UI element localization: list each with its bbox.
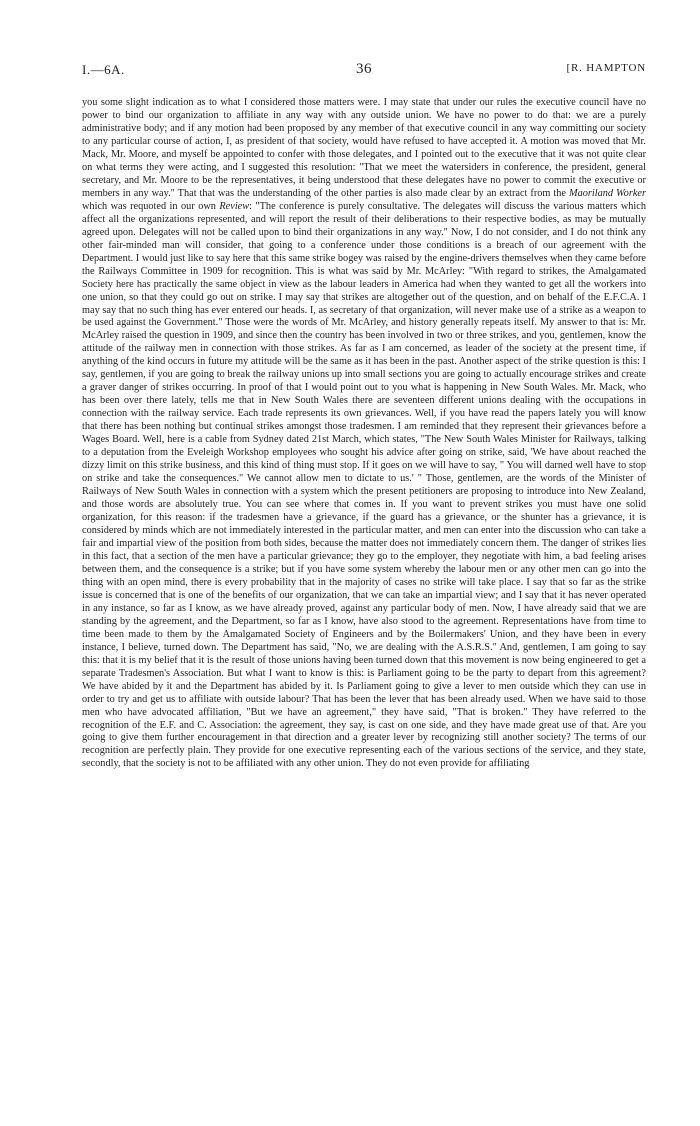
report-reference: I.—6A.	[82, 62, 125, 77]
text-run: : "The conference is purely consultative. The delegates will discuss the various matters which affect all the organizations represented, and will report the result of their deliberations to their respective bodies, as may be mutually agreed upon. Delegates will not be called upon to bind their organizations in any way." Now, I do not consider, and I do not think any other fair-minded man will consider, that going to a conference under those conditions is a breach of our agreement with the Department. I would just like to say here that this same strike bogey was raised by the engine-drivers themselves when they came before the Railways Committee in 1909 for recognition. This is what was said by Mr. McArley: "With regard to strikes, the Amalgamated Society here has practically the same object in view as the labour leaders in America had when they wanted to get all the workers into one union, so that they could go out on strike. I may say that strikes are altogether out of the question, and on behalf of the E.F.C.A. I may say that no such thing has ever entered our heads. I, as secretary of that organization, will never make use of a strike as a weapon to be used against the Government." Those were the words of Mr. McArley, and history generally repeats itself. My answer to that is: Mr. McArley raised the question in 1909, and since then the country has been involved in two or three strikes, and you, gentlemen, know the attitude of the railway men in connection with those strikes. As far as I am concerned, as leader of the society at the present time, if anything of the kind occurs in future my attitude will be the same as it has been in the past. Another aspect of the strike question is this: I say, gentlemen, if you are going to break the railway unions up into small sections you are going to actually encourage strikes and create a graver danger of strikes occurring. In proof of that I would point out to you what is happening in New South Wales. Mr. Mack, who has been over there lately, tells me that in New South Wales there are seventeen different unions dealing with the occupations in connection with the railway service. Each trade represents its own grievances. Well, if you have read the papers lately you will know that there has been nothing but continual strikes amongst those tradesmen. I am reminded that they represent their grievances before a Wages Board. Well, here is a cable from Sydney dated 21st March, which states, "The New South Wales Minister for Railways, talking to a deputation from the Eveleigh Workshop employees who sought his advice after going on strike, said, 'We have about reached the dizzy limit on this strike business, and this kind of thing must stop. If it goes on we will have to say, " You will darned well have to stop on strike and take the consequences." We cannot allow men to dictate to us.' " Those, gentlemen, are the words of the Minister of Railways of New South Wales in connection with a system which the present petitioners are proposing to introduce into New Zealand, and those words are absolutely true. You can see where that comes in. If you want to prevent strikes you must have one solid organization, for this reason: if the tradesmen have a grievance, if the guard has a grievance, or the shunter has a grievance, it is considered by minds which are not immediately interested in the particular matter, and men can enter into the discussion who can take a fair and impartial view of the position from both sides, because the matter does not immediately concern them. The danger of strikes lies in this fact, that a section of the men have a particular grievance; they go to the employer, they negotiate with him, a bad feeling arises between them, and the consequence is a strike; but if you have some system whereby the labour men or any other men can go into the thing with an open mind, there is every probability that in the majority of cases no strike will take place. I say that so far as the strike issue is concerned that is one of the benefits of our organization, that we can take an impartial view; and I say that it has never operated in any instance, so far as I know, as we have already proved, against any particular body of men. Now, I have already said that we are standing by the agreement, and the Department, so far as I know, have also stood to the agreement. Representations have from time to time been made to them by the Amalgamated Society of Engineers and by the Boilermakers' Union, and they have been in every instance, I believe, turned down. The Department has said, "No, we are dealing with the A.S.R.S." And, gentlemen, I am going to say this: that it is my belief that it is the result of those unions having been turned down that this movement is now being engineered to get a separate Tradesmen's Association. But what I want to know is this: is Parliament going to be the party to depart from this agreement? We have abided by it and the Department has abided by it. Is Parliament going to give a lever to men outside which they can use in order to try and get us to affiliate with outside labour? That has been the lever that has been already used. When we have said to those men who have advocated affiliation, "But we have an agreement," they have said, "That is broken." They have referred to the recognition of the E.F. and C. Association: the agreement, they say, is cast on one side, and they have made great use of that. Are you going to give them further encouragement in that direction and a greater lever by recognizing still another society? The terms of our recognition are perfectly plain. They provide for one executive representing each of the various sections of the service, and they state, secondly, that the society is not to be affiliated with any other union. They do not even provide for affiliating	[82, 200, 646, 770]
text-run: which was requoted in our own	[82, 200, 220, 212]
body-text	[82, 97, 646, 771]
publication-title: Maoriland Worker	[569, 187, 646, 199]
page-header	[82, 62, 646, 84]
paragraph	[82, 97, 646, 771]
publication-title: Review	[219, 200, 250, 212]
page-number: 36	[356, 61, 372, 77]
witness-name: [R. HAMPTON	[566, 62, 646, 74]
text-run: you some slight indication as to what I considered those matters were. I may state that under our rules the executive council have no power to bind our organization to affiliate in any way with any outside union. We have no power to do that: we are a purely administrative body; and if any motion had been proposed by any member of that executive council in any way committing our society to any particular course of action, I, as president of that society, would have refused to have accepted it. A motion was moved that Mr. Mack, Mr. Moore, and myself be appointed to confer with those delegates, and I pointed out to the executive that it was not quite clear on what terms they were acting, and I suggested this resolution: "That we meet the watersiders in conference, the president, general secretary, and Mr. Moore to be the representatives, it being understood that these delegates have no power to commit the executive or members in any way." That that was the understanding of the other parties is also made clear by an extract from the	[82, 97, 646, 199]
